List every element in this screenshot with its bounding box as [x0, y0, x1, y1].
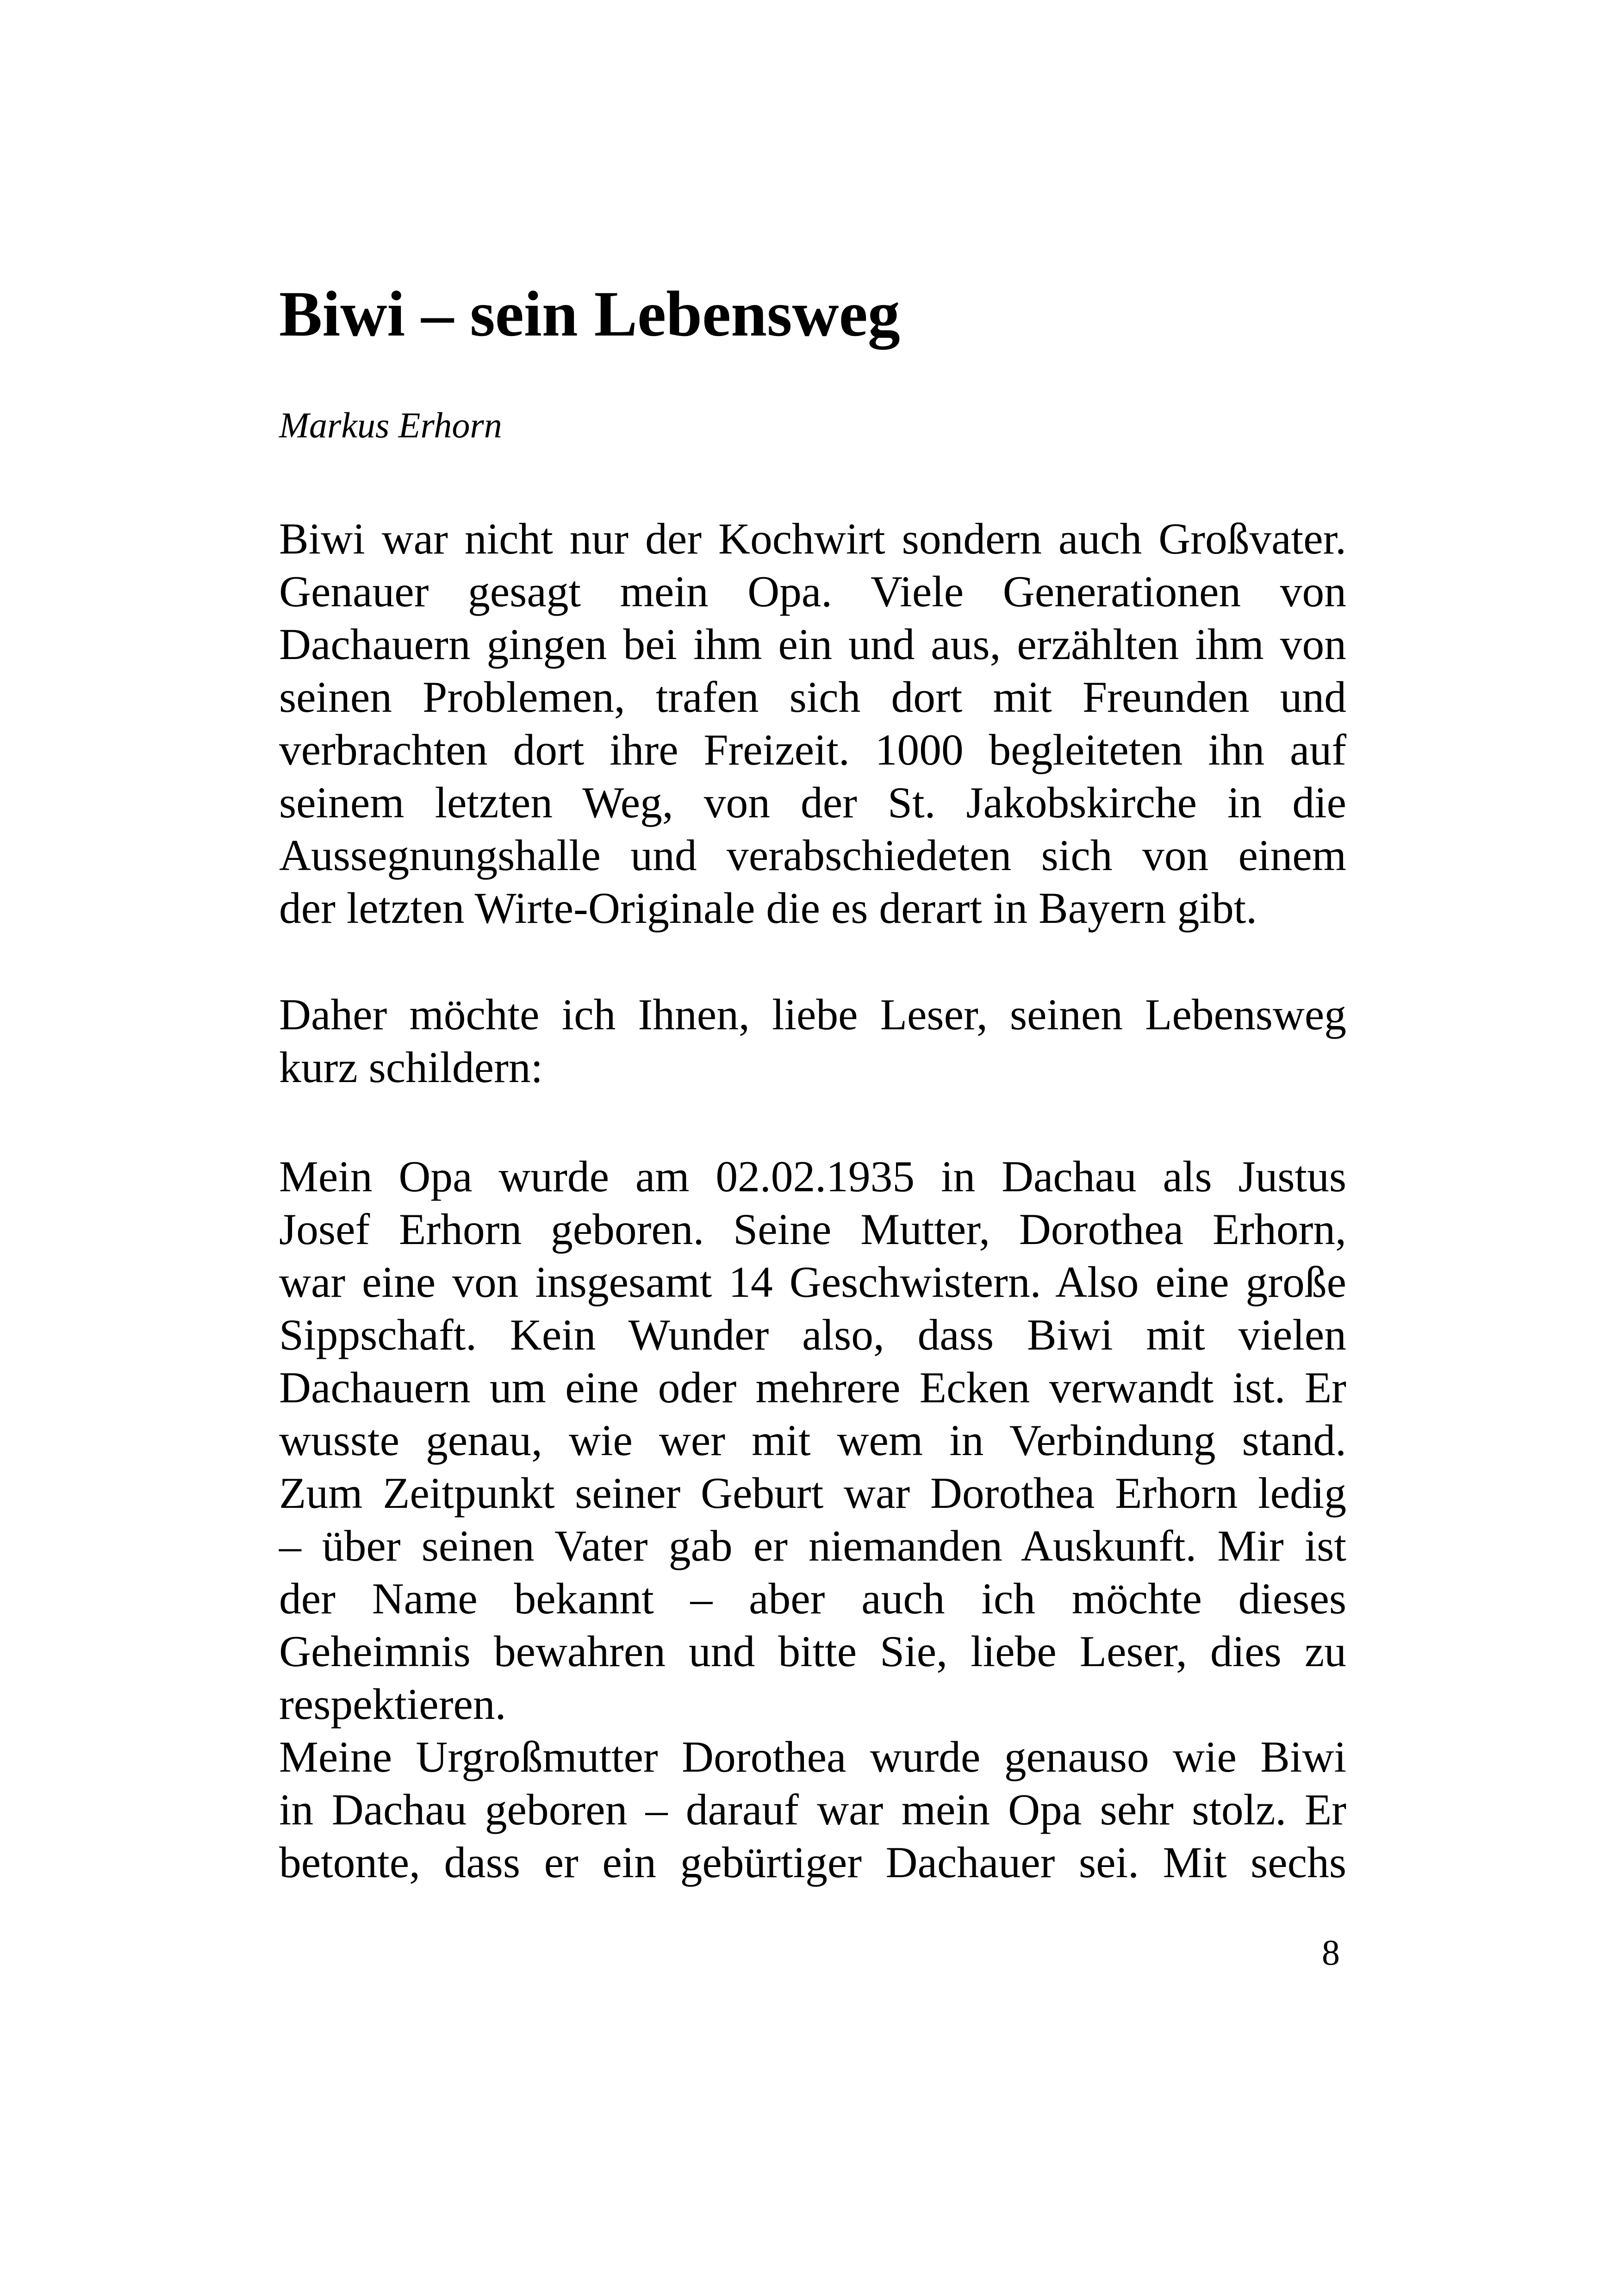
text-line: in Dachau geboren – darauf war mein Opa sehr stolz. Er: [279, 1785, 1346, 1834]
text-line: der letzten Wirte-Originale die es derart in Bayern gibt.: [279, 884, 1257, 933]
text-line: seinen Problemen, trafen sich dort mit Freunden und: [279, 672, 1346, 722]
text-line: respektieren.: [279, 1680, 506, 1729]
text-line: seinem letzten Weg, von der St. Jakobskirche in die: [279, 778, 1346, 827]
text-line: war eine von insgesamt 14 Geschwistern. Also eine große: [279, 1257, 1346, 1307]
text-line: Aussegnungshalle und verabschiedeten sich von einem: [279, 831, 1346, 880]
text-line: Dachauern gingen bei ihm ein und aus, erzählten ihm von: [279, 620, 1346, 669]
text-line: Dachauern um eine oder mehrere Ecken verwandt ist. Er: [279, 1363, 1346, 1412]
paragraph-3: [279, 1150, 1346, 1889]
text-line: kurz schildern:: [279, 1043, 543, 1092]
author-name: Markus Erhorn: [279, 405, 502, 445]
paragraph-2: [279, 988, 1346, 1094]
page-number: 8: [1322, 1932, 1340, 1972]
paragraph-1: [279, 512, 1346, 934]
text-line: Genauer gesagt mein Opa. Viele Generationen von: [279, 567, 1346, 616]
text-line: betonte, dass er ein gebürtiger Dachauer sei. Mit sechs: [279, 1838, 1346, 1887]
text-line: Sippschaft. Kein Wunder also, dass Biwi mit vielen: [279, 1310, 1346, 1359]
text-line: Mein Opa wurde am 02.02.1935 in Dachau als Justus: [279, 1152, 1346, 1201]
text-line: Daher möchte ich Ihnen, liebe Leser, seinen Lebensweg: [279, 990, 1346, 1039]
text-line: Meine Urgroßmutter Dorothea wurde genauso wie Biwi: [279, 1732, 1346, 1781]
text-line: – über seinen Vater gab er niemanden Auskunft. Mir ist: [279, 1521, 1346, 1570]
text-line: verbrachten dort ihre Freizeit. 1000 begleiteten ihn auf: [279, 725, 1346, 774]
text-line: Zum Zeitpunkt seiner Geburt war Dorothea Erhorn ledig: [279, 1468, 1346, 1518]
text-line: der Name bekannt – aber auch ich möchte dieses: [279, 1574, 1346, 1623]
text-line: Geheimnis bewahren und bitte Sie, liebe Leser, dies zu: [279, 1627, 1346, 1676]
page-title: Biwi – sein Lebensweg: [279, 278, 900, 350]
text-line: wusste genau, wie wer mit wem in Verbindung stand.: [279, 1416, 1346, 1465]
text-line: Biwi war nicht nur der Kochwirt sondern auch Großvater.: [279, 514, 1346, 563]
text-line: Josef Erhorn geboren. Seine Mutter, Dorothea Erhorn,: [279, 1205, 1346, 1254]
